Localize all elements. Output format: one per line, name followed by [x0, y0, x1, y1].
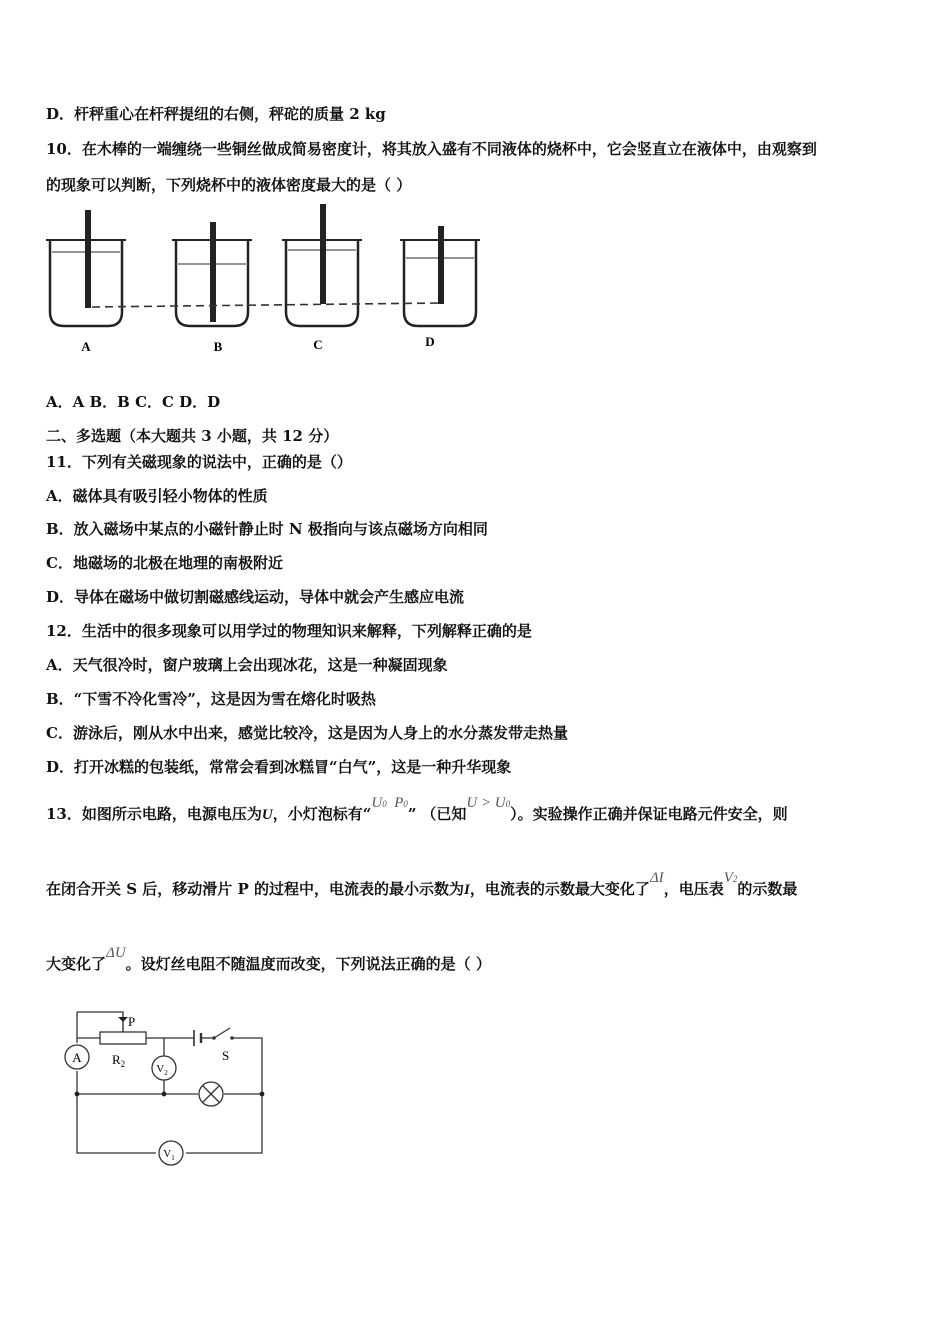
q12-stem: 12．生活中的很多现象可以用学过的物理知识来解释，下列解释正确的是 [46, 622, 532, 640]
q12-option-d: D．打开冰糕的包装纸，常常会看到冰糕冒“白气”，这是一种升华现象 [46, 758, 512, 776]
beaker-d [400, 226, 480, 326]
q13-line3: 大变化了ΔU。设灯丝电阻不随温度而改变，下列说法正确的是（ ） [46, 945, 491, 973]
section2-title: 二、多选题（本大题共 3 小题，共 12 分） [46, 427, 339, 445]
q12-option-a: A．天气很冷时，窗户玻璃上会出现冰花，这是一种凝固现象 [46, 656, 448, 674]
beaker-label-c: C [313, 337, 323, 352]
beaker-label-d: D [425, 334, 435, 349]
resistor-label: $R_2$ [112, 1052, 126, 1069]
q10-stem-line2: 的现象可以判断，下列烧杯中的液体密度最大的是（ ） [46, 176, 412, 194]
q12-option-c: C．游泳后，刚从水中出来，感觉比较冷，这是因为人身上的水分蒸发带走热量 [46, 724, 568, 742]
beaker-label-a: A [81, 339, 91, 354]
lamp-icon [199, 1082, 223, 1106]
q12-option-b: B．“下雪不冷化雪冷”，这是因为雪在熔化时吸热 [46, 690, 376, 708]
q11-option-a: A．磁体具有吸引轻小物体的性质 [46, 487, 268, 505]
q11-option-b: B．放入磁场中某点的小磁针静止时 N 极指向与该点磁场方向相同 [46, 520, 488, 538]
slider-arrow-icon [118, 1017, 128, 1022]
q10-stem-line1: 10．在木棒的一端缠绕一些铜丝做成简易密度计，将其放入盛有不同液体的烧杯中，它会竖直立在液体中，由观察到 [46, 140, 817, 158]
voltmeter-v1-label: $V_1$ [163, 1148, 175, 1162]
q13-line2: 在闭合开关 S 后，移动滑片 P 的过程中，电流表的最小示数为I，电流表的示数最大变化了ΔI，电压表V2的示数最 [46, 870, 798, 898]
q10-options: A．A B．B C．C D．D [46, 393, 221, 411]
beaker-c [282, 204, 362, 326]
reference-dashed-line [92, 303, 440, 307]
q11-option-c: C．地磁场的北极在地理的南极附近 [46, 554, 283, 572]
q9-option-d: D．杆秤重心在杆秤提纽的右侧，秤砣的质量 2 kg [46, 105, 386, 123]
q13-line1: 13．如图所示电路，电源电压为U，小灯泡标有“U0 P0” （已知U > U0）。实验操作正确并保证电路元件安全，则 [46, 795, 788, 823]
beaker-a [46, 210, 126, 326]
q11-stem: 11．下列有关磁现象的说法中，正确的是（） [46, 453, 352, 471]
ammeter-label: A [72, 1050, 82, 1065]
beakers-figure [40, 200, 500, 360]
voltmeter-v2-label: $V_2$ [156, 1063, 168, 1077]
switch-label: S [222, 1048, 230, 1063]
beaker-b [172, 222, 252, 326]
slider-label: P [128, 1014, 136, 1029]
beaker-label-b: B [213, 339, 223, 354]
q11-option-d: D．导体在磁场中做切割磁感线运动，导体中就会产生感应电流 [46, 588, 465, 606]
circuit-diagram [56, 1008, 276, 1168]
